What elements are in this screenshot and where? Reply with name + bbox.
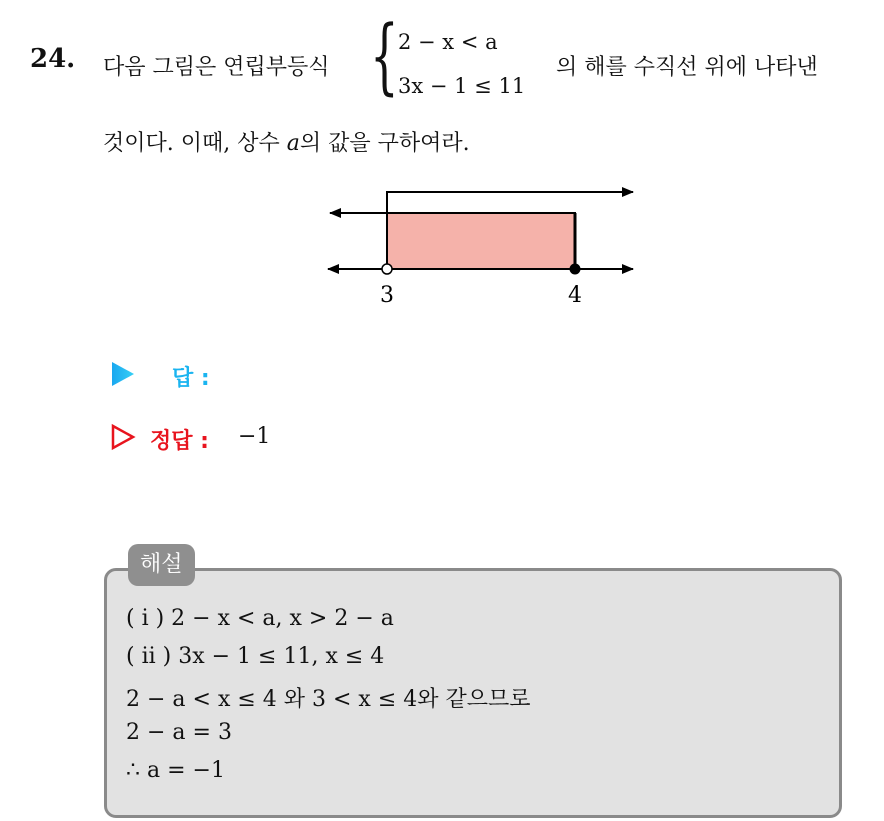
solution-region	[387, 213, 575, 269]
question-text-end: 의 해를 수직선 위에 나타낸	[556, 55, 818, 80]
open-point-3	[382, 264, 392, 274]
answer-play-icon	[110, 360, 136, 388]
solution-line-2: ( ii ) 3x − 1 ≤ 11, x ≤ 4	[126, 644, 385, 669]
answer-label: 답 :	[172, 366, 210, 391]
solution-line-5: ∴ a = −1	[126, 758, 225, 783]
solution-tag: 해설	[128, 544, 195, 586]
correct-answer-label: 정답 :	[150, 429, 209, 454]
number-line-figure	[320, 180, 650, 310]
question-number: 24.	[30, 44, 76, 74]
system-brace: {	[370, 9, 399, 104]
solution-line-1: ( i ) 2 − x < a, x > 2 − a	[126, 606, 394, 631]
correct-answer-value: −1	[238, 424, 271, 449]
constant-a: a	[286, 131, 300, 156]
tick-label-4: 4	[568, 283, 582, 308]
question-text-line2	[103, 126, 470, 157]
question-text-start: 다음 그림은 연립부등식	[103, 55, 330, 80]
tick-label-3: 3	[380, 283, 394, 308]
inequality-2: 3x − 1 ≤ 11	[398, 74, 526, 98]
closed-point-4	[570, 264, 581, 275]
question-line2-a: 것이다. 이때, 상수	[103, 131, 287, 156]
correct-answer-icon	[110, 423, 136, 451]
inequality-1: 2 − x < a	[398, 30, 498, 54]
solution-line-4: 2 − a = 3	[126, 720, 232, 745]
solution-line-3: 2 − a < x ≤ 4 와 3 < x ≤ 4와 같으므로	[126, 687, 531, 712]
question-line2-b: 의 값을 구하여라.	[299, 131, 470, 156]
